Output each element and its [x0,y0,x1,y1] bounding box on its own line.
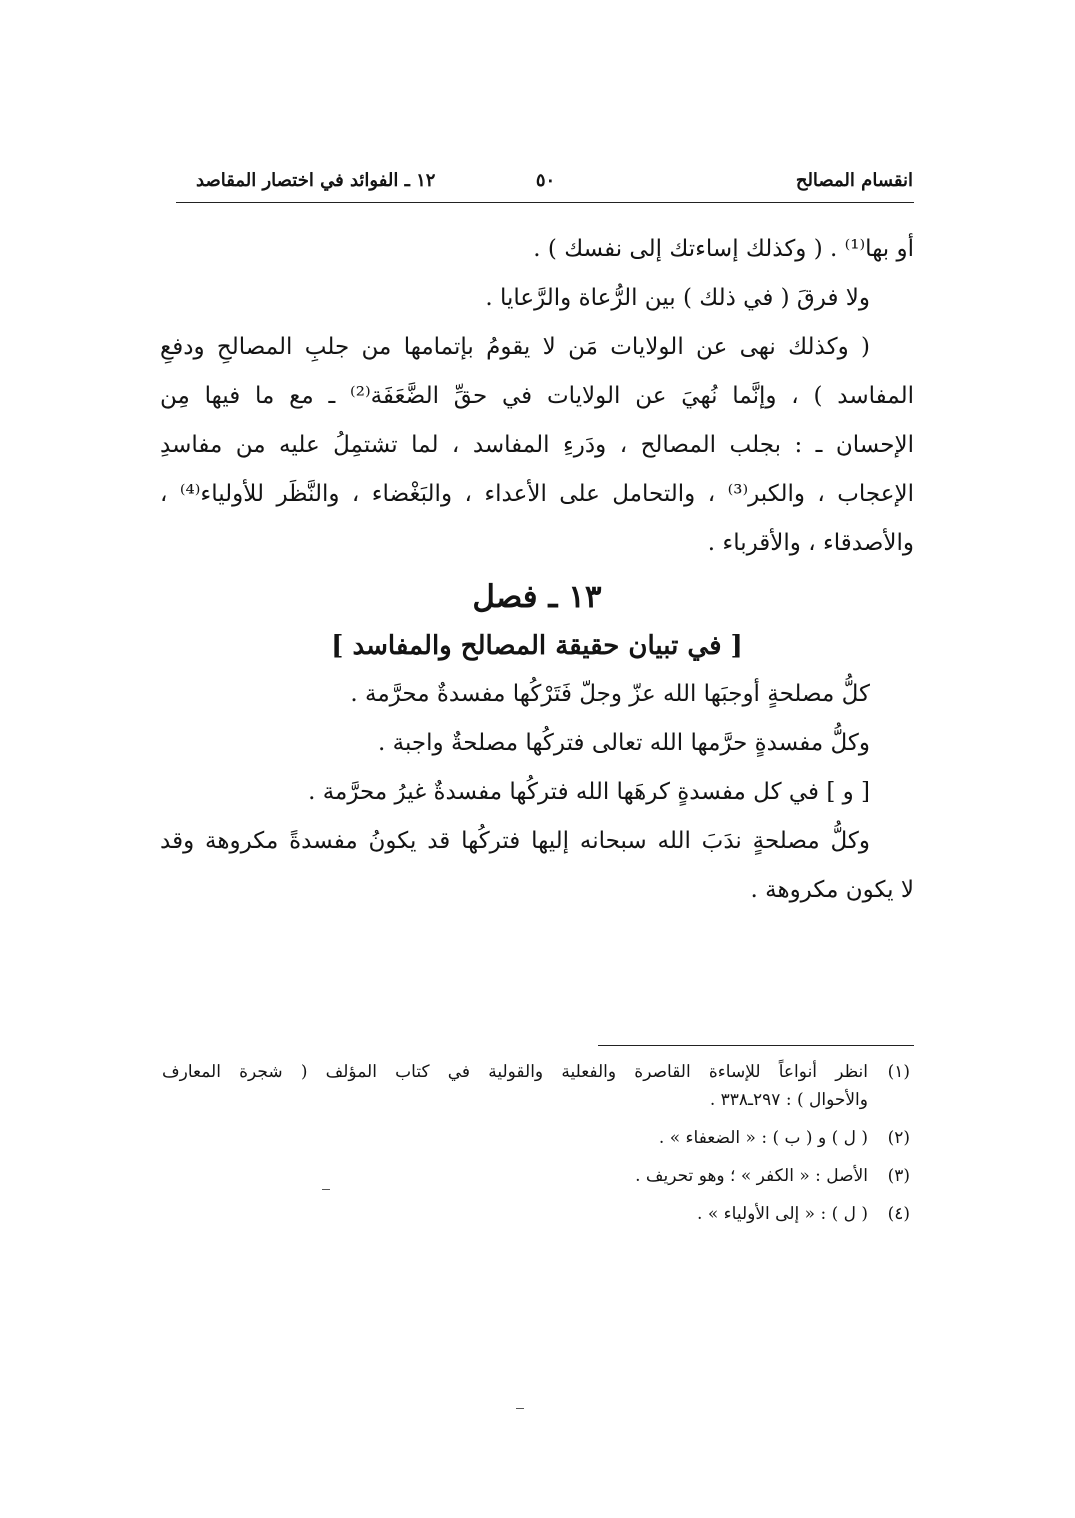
footnote-text: ( ل ) : « إلى الأولياء » . [697,1204,868,1224]
body-line: الإحسان ـ : بجلب المصالح ، ودَرءِ المفاسد ، لما تشتمِلُ عليه من مفاسدِ [160,432,914,458]
footnote-number: (٣) [887,1166,910,1186]
section-line: [ و ] في كل مفسدةٍ كرهَها الله فتركُها مفسدةٌ غيرُ محرَّمة . [308,779,870,805]
header-divider [176,202,914,203]
running-header [178,166,913,202]
footnote [162,1058,910,1114]
body-line: أو بها⁽¹⁾ . ( وكذلك إساءتك إلى نفسك ) . [533,236,914,262]
footnote-text: ( ل ) و ( ب ) : « الضعفاء » . [658,1128,868,1148]
body-line: المفاسد ) ، وإنَّما نُهيَ عن الولايات في حقِّ الضَّعَفَة⁽²⁾ ـ مع ما فيها مِن [160,383,914,409]
header-chapter-title: انقسام المصالح [795,170,913,191]
section-line: وكلُّ مصلحةٍ ندَبَ الله سبحانه إليها فتركُها قد يكونُ مفسدةً مكروهة وقد [160,828,870,854]
footnote-number: (٤) [887,1204,910,1224]
footnote-divider [598,1045,914,1046]
footnote-number: (٢) [887,1128,910,1148]
section-line: لا يكون مكروهة . [750,877,914,903]
body-line: ( وكذلك نهى عن الولايات مَن لا يقومُ بإتمامها من جلبِ المصالحِ ودفعِ [160,334,870,360]
footnote-number: (١) [887,1062,910,1082]
section-line: كلُّ مصلحةٍ أوجبَها الله عزّ وجلّ فَتَرْكُها مفسدةٌ محرَّمة . [350,681,870,707]
footnote-text [162,1058,868,1114]
footnote-text: الأصل : « الكفر » ؛ وهو تحريف . [635,1166,868,1186]
footnote-text-line: انظر أنواعاً للإساءة القاصرة والفعلية والقولية في كتاب المؤلف ( شجرة المعارف [162,1062,868,1082]
section-subheading: [ في تبيان حقيقة المصالح والمفاسد ] [331,631,743,661]
footnote [162,1200,910,1228]
scan-mark [322,1189,330,1190]
body-line: الإعجاب ، والكبر⁽³⁾ ، والتحامل على الأعداء ، والبَغْضاء ، والنَّظَر للأولياء⁽⁴⁾ ، [160,481,914,507]
body-line: والأصدقاء ، والأقرباء . [707,530,914,556]
section-line: وكلُّ مفسدةٍ حرَّمها الله تعالى فتركُها مصلحةٌ واجبة . [378,730,870,756]
footnote [162,1124,910,1152]
header-book-title: ١٢ ـ الفوائد في اختصار المقاصد [196,170,436,191]
scan-mark [516,1408,524,1409]
footnote [162,1162,910,1190]
body-line: ولا فرقَ ( في ذلك ) بين الرُّعاة والرَّعايا . [485,285,870,311]
footnotes [162,1058,910,1238]
page-body [160,236,914,926]
page-number: ٥٠ [535,170,556,191]
footnote-text-line: والأحوال ) : ٢٩٧ـ٣٣٨ . [709,1090,868,1110]
section-heading: ١٣ ـ فصل [472,579,602,615]
